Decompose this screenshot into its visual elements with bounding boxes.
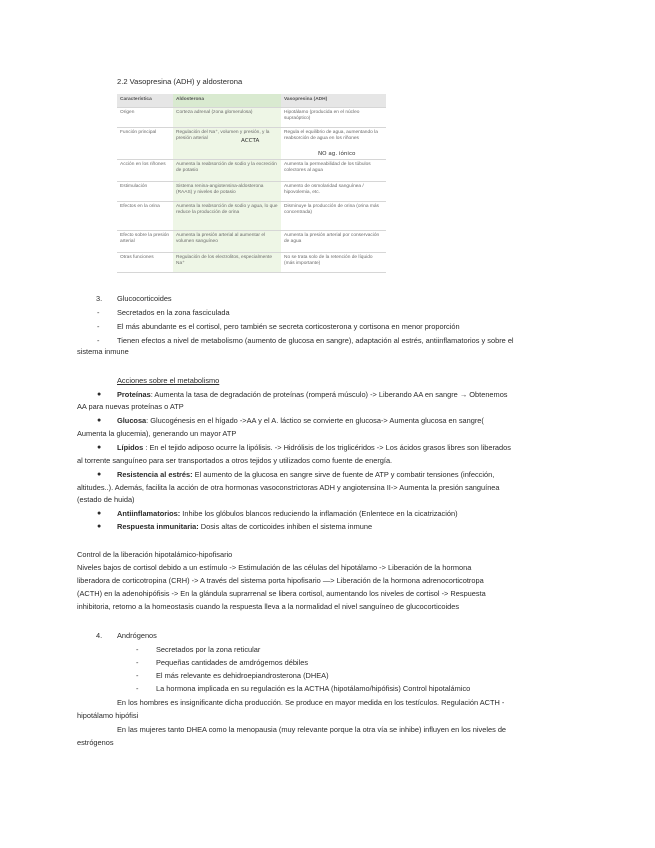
bullet-continuation: AA para nuevas proteínas o ATP: [77, 402, 184, 411]
bullet-label: Resistencia al estrés:: [117, 470, 193, 479]
table-cell: Aumenta la presión arterial por conservación de agua: [281, 230, 386, 252]
table-cell: No se trata solo de la retención de líquido (más importante): [281, 252, 386, 272]
control-title: Control de la liberación hipotalámico-hipofisario: [77, 550, 233, 559]
list-item-title: Andrógenos: [117, 631, 157, 640]
bullet-icon: ●: [97, 444, 102, 451]
paragraph-continuation: estrógenos: [77, 738, 114, 747]
table-cell: Efecto sobre la presión arterial: [117, 230, 173, 252]
subheading: Acciones sobre el metabolismo: [117, 376, 220, 385]
list-item: El más abundante es el cortisol, pero también se secreta corticosterona y cortisona en menor proporción: [117, 322, 460, 331]
bullet-icon: ●: [97, 417, 102, 424]
bullet-item-inmunitaria: [117, 522, 372, 532]
table-cell: Función principal: [117, 127, 173, 159]
paragraph-continuation: hipotálamo hipófisi: [77, 711, 139, 720]
bullet-continuation: altitudes..). Además, facilita la acción de otra hormonas vasoconstrictoras ADH y angiotensina II-> Aumenta la presión sanguínea: [77, 483, 500, 492]
list-item: El más relevante es dehidroepiandrosterona (DHEA): [156, 671, 329, 680]
section-title: 2.2 Vasopresina (ADH) y aldosterona: [117, 77, 243, 86]
table-cell: Aumenta la presión arterial al aumentar el volumen sanguíneo: [173, 230, 281, 252]
dash-marker: -: [97, 308, 100, 317]
control-line: Niveles bajos de cortisol debido a un estímulo -> Estimulación de las células del hipotálamo -> Liberación de la hormona: [77, 563, 472, 572]
table-row: [117, 252, 386, 272]
bullet-label: Lípidos: [117, 443, 144, 452]
list-item-continuation: sistema inmune: [77, 347, 129, 356]
bullet-continuation: al torrente sanguíneo para ser transportados a otros tejidos y utilizados como fuente de energía.: [77, 456, 393, 465]
table-row: [117, 107, 386, 127]
table-header-cell: Vasopresina (ADH): [281, 94, 386, 107]
table-cell: Estimulación: [117, 181, 173, 201]
dash-marker: -: [136, 658, 139, 667]
table-header-cell: Característica: [117, 94, 173, 107]
table-cell: Aumenta la permeabilidad de los túbulos colectores al agua: [281, 159, 386, 181]
bullet-text: : En el tejido adiposo ocurre la lipólisis. -> Hidrólisis de los triglicéridos -> Los ácidos grasos libres son liberados: [143, 443, 511, 452]
bullet-text: El aumento de la glucosa en sangre sirve de fuente de ATP y combatir tensiones (infección,: [192, 470, 495, 479]
bullet-item-proteinas: [117, 390, 508, 400]
table-cell: Aumenta la reabsorción de sodio y la excreción de potasio: [173, 159, 281, 181]
list-item-title: Glucocorticoides: [117, 294, 172, 303]
table-cell: Origen: [117, 107, 173, 127]
bullet-icon: ●: [97, 510, 102, 517]
bullet-label: Proteínas: [117, 390, 151, 399]
table-cell: Corteza adrenal (zona glomerulosa): [173, 107, 281, 127]
bullet-text: Dosis altas de corticoides inhiben el sistema inmune: [198, 522, 373, 531]
bullet-label: Respuesta inmunitaria:: [117, 522, 199, 531]
list-item: La hormona implicada en su regulación es la ACTHA (hipotálamo/hipófisis) Control hipotalámico: [156, 684, 471, 693]
table-row: [117, 230, 386, 252]
bullet-continuation: (estado de huida): [77, 495, 135, 504]
bullet-text: Inhibe los glóbulos blancos reduciendo la inflamación (Enlentece en la cicatrización): [180, 509, 458, 518]
table-cell: Aumento de osmolaridad sanguínea / hipovolemia, etc.: [281, 181, 386, 201]
handwritten-annotation: NO ag. iónico: [318, 151, 356, 157]
table-cell: Otras funciones: [117, 252, 173, 272]
handwritten-annotation: ACCTA: [241, 138, 260, 144]
bullet-item-antiinflamatorios: [117, 509, 458, 519]
paragraph: En los hombres es insignificante dicha producción. Se produce en mayor medida en los testículos. Regulación ACTH -: [117, 698, 505, 707]
table-header-cell: Aldosterona: [173, 94, 281, 107]
table-cell: Hipotálamo (producida en el núcleo supraóptico): [281, 107, 386, 127]
table-cell: Sistema renina-angiotensina-aldosterona (RAAS) y niveles de potasio: [173, 181, 281, 201]
bullet-icon: ●: [97, 523, 102, 530]
table-cell: Regulación de los electrolitos, especialmente Na⁺: [173, 252, 281, 272]
bullet-item-estres: [117, 470, 494, 480]
bullet-continuation: Aumenta la glucemia), generando un mayor ATP: [77, 429, 237, 438]
table-cell: Efectos en la orina: [117, 201, 173, 230]
dash-marker: -: [97, 336, 100, 345]
bullet-text: : Aumenta la tasa de degradación de proteínas (romperá músculo) -> Liberando AA en sangre → Obtenemos: [150, 390, 508, 399]
table-row: [117, 181, 386, 201]
table-row: [117, 201, 386, 230]
paragraph: En las mujeres tanto DHEA como la menopausia (muy relevante porque la otra vía se inhibe) influyen en los niveles de: [117, 725, 507, 734]
table-cell: Aumenta la reabsorción de sodio y agua, lo que reduce la producción de orina: [173, 201, 281, 230]
table-cell: Disminuye la producción de orina (orina más concentrada): [281, 201, 386, 230]
list-item: Pequeñas cantidades de amdrógemos débiles: [156, 658, 309, 667]
list-item: Secretados en la zona fasciculada: [117, 308, 230, 317]
list-number: 3.: [96, 294, 103, 303]
bullet-item-lipidos: [117, 443, 511, 453]
list-item: Tienen efectos a nivel de metabolismo (aumento de glucosa en sangre), adaptación al estrés, antiinflamatorios y sobre el: [117, 336, 514, 345]
table-cell: Acción en los riñones: [117, 159, 173, 181]
table-cell: Regulación del Na⁺, volumen y presión, y la presión arterial: [173, 127, 281, 159]
bullet-item-glucosa: [117, 416, 484, 426]
table-row: [117, 159, 386, 181]
dash-marker: -: [136, 645, 139, 654]
list-number: 4.: [96, 631, 103, 640]
bullet-text: : Glucogénesis en el hígado ->AA y el A. láctico se convierte en glucosa-> Aumenta glucosa en sangre(: [146, 416, 484, 425]
control-line: (ACTH) en la adenohipófisis -> En la glándula suprarrenal se libera cortisol, aumentando los niveles de cortisol -> Respuesta: [77, 589, 486, 598]
list-item: Secretados por la zona reticular: [156, 645, 261, 654]
control-line: inhibitoria, retorno a la homeostasis cuando la respuesta lleva a la normalidad el nivel sanguíneo de glucocorticoides: [77, 602, 460, 611]
control-line: liberadora de corticotropina (CRH) -> A través del sistema porta hipofisario —> Liberación de la hormona adrenocorticotropa: [77, 576, 484, 585]
table-header-row: [117, 94, 386, 107]
dash-marker: -: [136, 684, 139, 693]
table-cell: Regula el equilibrio de agua, aumentando la reabsorción de agua en los riñones: [281, 127, 386, 159]
comparison-table: [117, 94, 386, 273]
bullet-icon: ●: [97, 471, 102, 478]
dash-marker: -: [136, 671, 139, 680]
dash-marker: -: [97, 322, 100, 331]
bullet-icon: ●: [97, 391, 102, 398]
bullet-label: Glucosa: [117, 416, 147, 425]
bullet-label: Antiinflamatorios:: [117, 509, 181, 518]
